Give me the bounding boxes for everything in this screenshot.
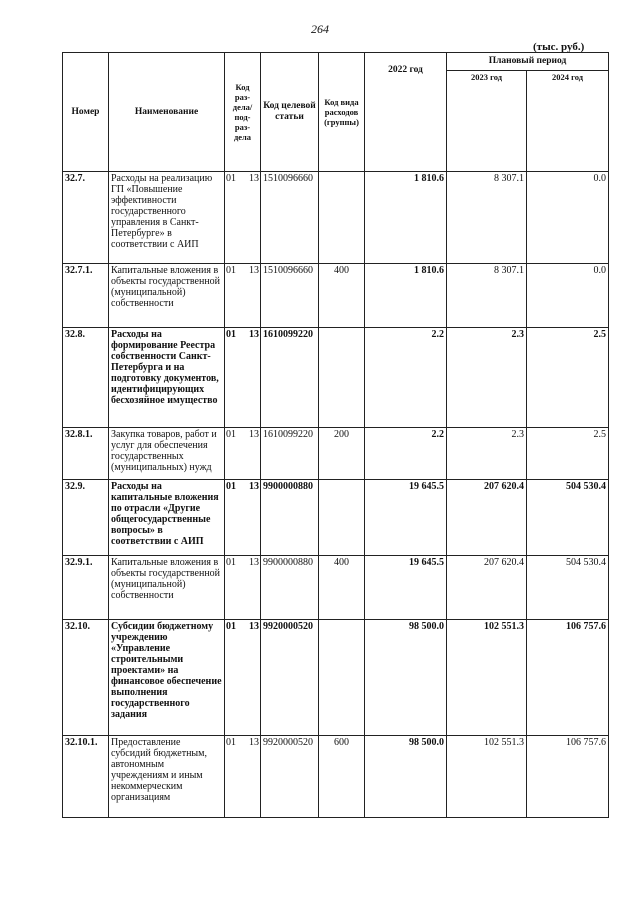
row-razdel: [225, 172, 261, 264]
row-number: 32.9.1.: [63, 556, 109, 620]
row-target: 9920000520: [261, 620, 319, 736]
row-2022: 19 645.5: [365, 556, 447, 620]
header-name: Наименование: [109, 53, 225, 172]
row-name: Капитальные вложения в объекты государственной (муниципальной) собственности: [109, 556, 225, 620]
row-target: 1610099220: [261, 328, 319, 428]
row-razdel: [225, 480, 261, 556]
row-razdel: [225, 328, 261, 428]
row-2024: 106 757.6: [527, 620, 609, 736]
row-2024: 2.5: [527, 328, 609, 428]
row-vid: 200: [319, 428, 365, 480]
row-2024: 0.0: [527, 172, 609, 264]
row-2022: 1 810.6: [365, 172, 447, 264]
header-2023: 2023 год: [447, 71, 527, 172]
row-razdel-code: 01: [226, 429, 236, 440]
row-2022: 98 500.0: [365, 620, 447, 736]
row-2024: 2.5: [527, 428, 609, 480]
row-name: Расходы на капитальные вложения по отрасли «Другие общегосударственные вопросы» в соответствии с АИП: [109, 480, 225, 556]
row-name: Субсидии бюджетному учреждению «Управление строительными проектами» на финансовое обеспечение выполнения государственного задания: [109, 620, 225, 736]
row-vid: [319, 480, 365, 556]
header-vid: Код вида расходов (группы): [319, 53, 365, 172]
table-row: [63, 556, 609, 620]
row-2023: 8 307.1: [447, 172, 527, 264]
row-podrazdel-code: 13: [249, 173, 259, 184]
row-razdel-code: 01: [226, 173, 236, 184]
row-number: 32.9.: [63, 480, 109, 556]
row-number: 32.8.: [63, 328, 109, 428]
row-podrazdel-code: 13: [249, 557, 259, 568]
row-2023: 102 551.3: [447, 620, 527, 736]
row-2022: 2.2: [365, 428, 447, 480]
row-podrazdel-code: 13: [249, 329, 259, 340]
row-podrazdel-code: 13: [249, 265, 259, 276]
row-2024: 504 530.4: [527, 556, 609, 620]
units-label: (тыс. руб.): [533, 41, 585, 53]
header-razdel: Код раз-дела/ под-раз-дела: [225, 53, 261, 172]
table-row: [63, 264, 609, 328]
row-vid: [319, 172, 365, 264]
row-2024: 504 530.4: [527, 480, 609, 556]
row-2024: 106 757.6: [527, 736, 609, 818]
row-razdel: [225, 620, 261, 736]
row-vid: 400: [319, 264, 365, 328]
row-target: 1510096660: [261, 172, 319, 264]
row-razdel-code: 01: [226, 265, 236, 276]
row-number: 32.7.1.: [63, 264, 109, 328]
row-vid: [319, 620, 365, 736]
row-vid: 600: [319, 736, 365, 818]
row-razdel-code: 01: [226, 481, 236, 492]
page-number: 264: [311, 22, 329, 36]
row-2022: 19 645.5: [365, 480, 447, 556]
row-razdel: [225, 736, 261, 818]
row-razdel: [225, 264, 261, 328]
row-razdel: [225, 428, 261, 480]
row-razdel-code: 01: [226, 329, 236, 340]
header-number: Номер: [63, 53, 109, 172]
row-target: 9900000880: [261, 480, 319, 556]
row-name: Закупка товаров, работ и услуг для обеспечения государственных (муниципальных) нужд: [109, 428, 225, 480]
row-2023: 2.3: [447, 428, 527, 480]
row-target: 9920000520: [261, 736, 319, 818]
row-2023: 207 620.4: [447, 480, 527, 556]
row-name: Расходы на формирование Реестра собственности Санкт-Петербурга и на подготовку документов, идентифицирующих бесхозяйное имущество: [109, 328, 225, 428]
row-podrazdel-code: 13: [249, 481, 259, 492]
header-planned: Плановый период: [447, 53, 609, 71]
table-row: [63, 172, 609, 264]
row-vid: 400: [319, 556, 365, 620]
row-number: 32.10.: [63, 620, 109, 736]
row-2022: 98 500.0: [365, 736, 447, 818]
table-row: [63, 328, 609, 428]
table-row: [63, 736, 609, 818]
header-2024: 2024 год: [527, 71, 609, 172]
row-podrazdel-code: 13: [249, 621, 259, 632]
row-podrazdel-code: 13: [249, 429, 259, 440]
row-2023: 8 307.1: [447, 264, 527, 328]
row-razdel-code: 01: [226, 621, 236, 632]
row-name: Предоставление субсидий бюджетным, автономным учреждениям и иным некоммерческим организациям: [109, 736, 225, 818]
row-2023: 102 551.3: [447, 736, 527, 818]
row-name: Расходы на реализацию ГП «Повышение эффективности государственного управления в Санкт-Петербурге» в соответствии с АИП: [109, 172, 225, 264]
row-razdel-code: 01: [226, 557, 236, 568]
row-vid: [319, 328, 365, 428]
row-number: 32.7.: [63, 172, 109, 264]
budget-table: [62, 52, 609, 818]
row-2023: 2.3: [447, 328, 527, 428]
row-2023: 207 620.4: [447, 556, 527, 620]
row-target: 1510096660: [261, 264, 319, 328]
row-razdel: [225, 556, 261, 620]
table-row: [63, 480, 609, 556]
row-name: Капитальные вложения в объекты государственной (муниципальной) собственности: [109, 264, 225, 328]
row-2024: 0.0: [527, 264, 609, 328]
header-target: Код целевой статьи: [261, 53, 319, 172]
table-row: [63, 428, 609, 480]
row-target: 9900000880: [261, 556, 319, 620]
row-number: 32.8.1.: [63, 428, 109, 480]
row-razdel-code: 01: [226, 737, 236, 748]
row-podrazdel-code: 13: [249, 737, 259, 748]
row-2022: 1 810.6: [365, 264, 447, 328]
row-number: 32.10.1.: [63, 736, 109, 818]
row-2022: 2.2: [365, 328, 447, 428]
row-target: 1610099220: [261, 428, 319, 480]
table-row: [63, 620, 609, 736]
header-2022: 2022 год: [365, 53, 447, 172]
